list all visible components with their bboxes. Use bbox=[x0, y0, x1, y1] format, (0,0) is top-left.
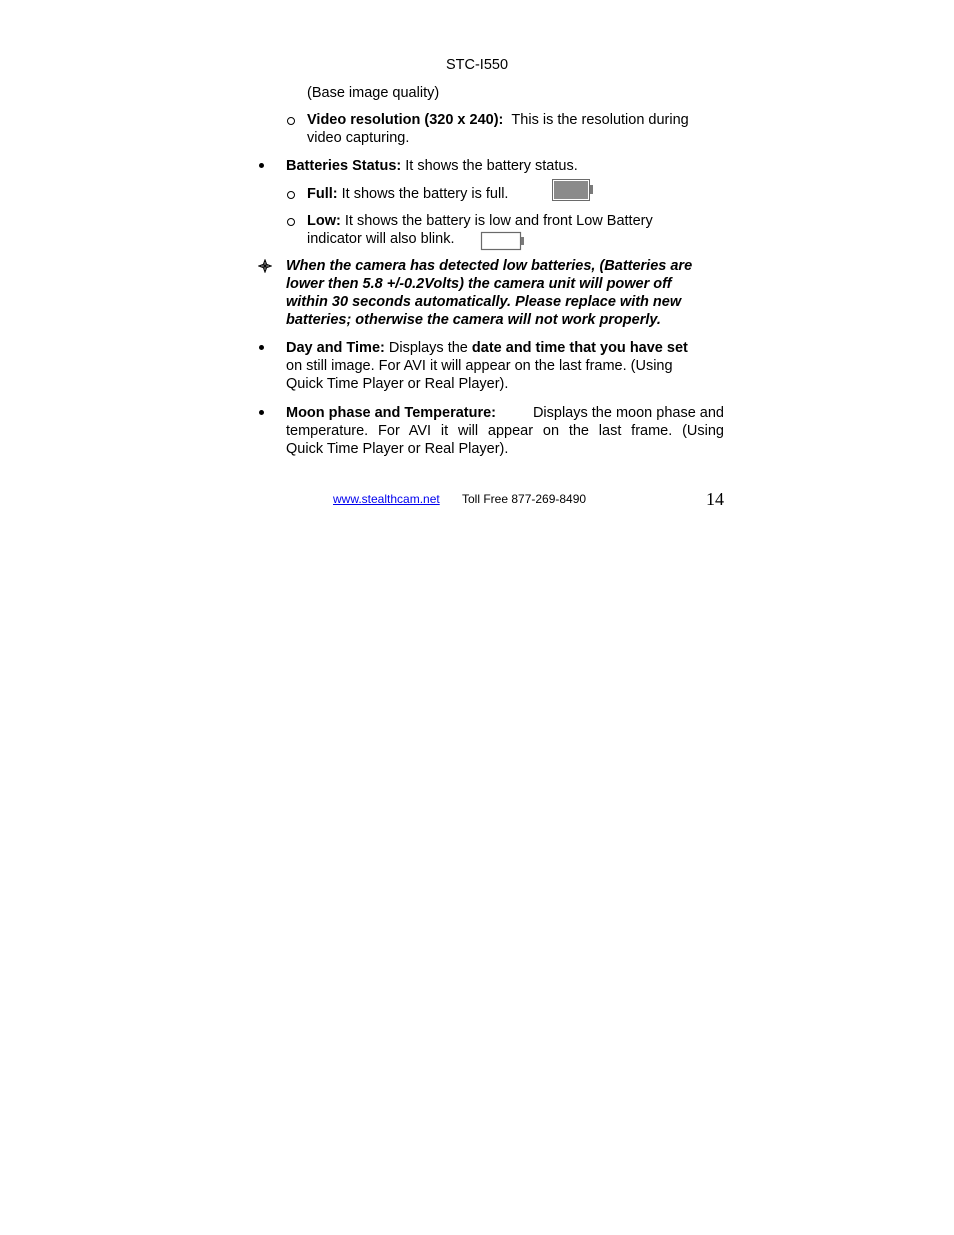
day-time-item bbox=[286, 339, 724, 393]
full-label: Full: bbox=[307, 186, 338, 202]
base-quality-line: (Base image quality) bbox=[307, 85, 440, 101]
full-text: It shows the battery is full. bbox=[341, 186, 509, 202]
low-battery-warning bbox=[286, 257, 724, 329]
bullet-icon bbox=[258, 158, 266, 166]
bullet-icon bbox=[258, 340, 266, 348]
day-time-line2: on still image. For AVI it will appear on the last frame. (Using bbox=[286, 358, 673, 374]
toll-free-number: Toll Free 877-269-8490 bbox=[462, 492, 587, 506]
low-line2: indicator will also blink. bbox=[307, 231, 455, 247]
batteries-status-text: It shows the battery status. bbox=[405, 158, 578, 174]
warning-line3: within 30 seconds automatically. Please replace with new bbox=[286, 294, 682, 310]
day-time-line3: Quick Time Player or Real Player). bbox=[286, 376, 509, 392]
battery-low-icon bbox=[480, 231, 526, 252]
moon-text-a: Displays the moon phase and bbox=[532, 405, 724, 421]
video-resolution-text: This is the resolution during bbox=[511, 112, 689, 128]
warning-line1: When the camera has detected low batteries, (Batteries are bbox=[286, 258, 693, 274]
warning-line4: batteries; otherwise the camera will not work properly. bbox=[286, 312, 661, 328]
batteries-status-label: Batteries Status: bbox=[286, 158, 402, 174]
moon-item bbox=[286, 404, 724, 458]
page-header-title: STC-I550 bbox=[445, 57, 509, 73]
circle-bullet-icon bbox=[287, 218, 295, 226]
battery-full-icon bbox=[552, 178, 594, 202]
video-resolution-line2: video capturing. bbox=[307, 130, 410, 146]
batteries-status-item bbox=[286, 157, 724, 175]
low-line1 bbox=[307, 212, 725, 230]
video-resolution-item bbox=[307, 111, 725, 147]
video-resolution-label: Video resolution (320 x 240): bbox=[307, 112, 504, 128]
website-link[interactable]: www.stealthcam.net bbox=[333, 492, 440, 506]
circle-bullet-icon bbox=[287, 191, 295, 199]
circle-bullet-icon bbox=[287, 117, 295, 125]
day-time-label: Day and Time: bbox=[286, 340, 385, 356]
day-time-text-a: Displays the bbox=[388, 340, 468, 356]
moon-line1 bbox=[286, 404, 724, 422]
moon-line3: Quick Time Player or Real Player). bbox=[286, 441, 509, 457]
bullet-icon bbox=[258, 405, 266, 413]
moon-label: Moon phase and Temperature: bbox=[286, 405, 497, 421]
diamond-bullet-icon bbox=[258, 259, 272, 273]
day-time-bold-text: date and time that you have set bbox=[471, 340, 688, 356]
day-time-line1 bbox=[286, 339, 724, 357]
full-item bbox=[307, 185, 725, 203]
video-resolution-line1 bbox=[307, 111, 725, 129]
page-number: 14 bbox=[706, 489, 724, 509]
warning-line2: lower then 5.8 +/-0.2Volts) the camera unit will power off bbox=[286, 276, 672, 292]
low-text: It shows the battery is low and front Low Battery bbox=[344, 213, 653, 229]
moon-line2: temperature. For AVI it will appear on the last frame. (Using bbox=[286, 423, 724, 439]
low-label: Low: bbox=[307, 213, 341, 229]
